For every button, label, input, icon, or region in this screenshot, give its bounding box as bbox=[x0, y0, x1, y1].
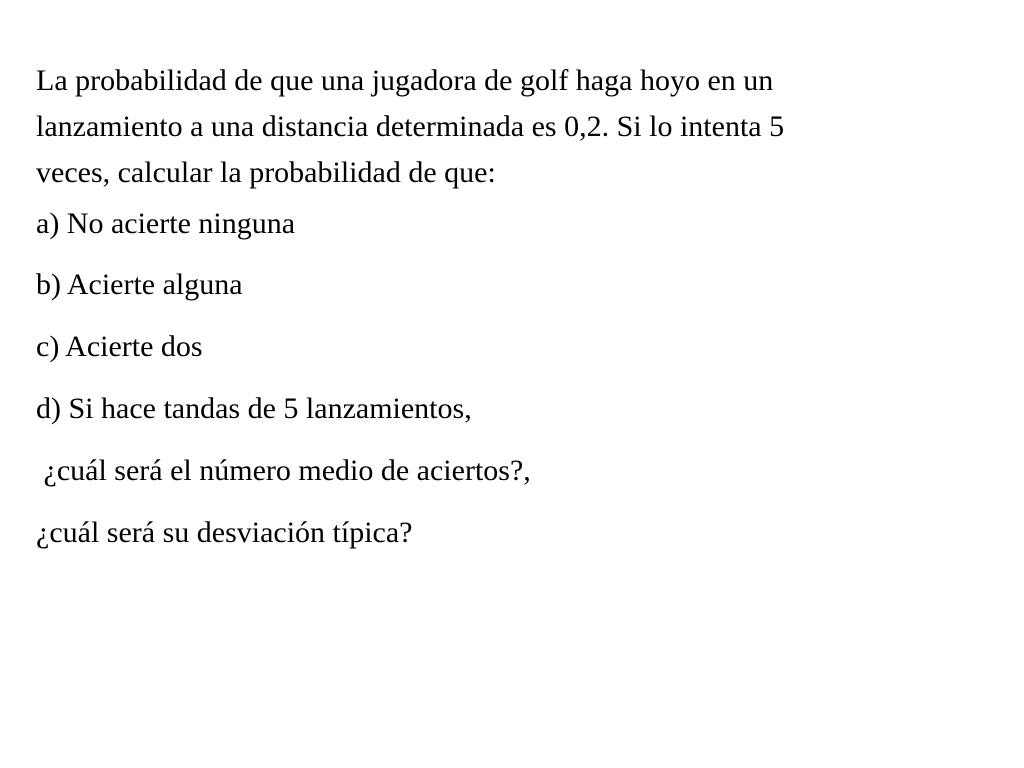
problem-statement-line-3: veces, calcular la probabilidad de que: bbox=[36, 156, 496, 189]
question-d-line-1: d) Si hace tandas de 5 lanzamientos, bbox=[36, 392, 472, 425]
question-c: c) Acierte dos bbox=[36, 330, 203, 363]
problem-statement-line-1: La probabilidad de que una jugadora de golf haga hoyo en un bbox=[36, 64, 774, 97]
problem-statement-line-2: lanzamiento a una distancia determinada es 0,2. Si lo intenta 5 bbox=[36, 110, 785, 143]
problem-statement bbox=[36, 58, 996, 196]
question-b: b) Acierte alguna bbox=[36, 268, 243, 301]
question-a: a) No acierte ninguna bbox=[36, 207, 296, 240]
question-d-line-3: ¿cuál será su desviación típica? bbox=[36, 516, 413, 549]
question-d-line-2: ¿cuál será el número medio de aciertos?, bbox=[36, 454, 531, 487]
